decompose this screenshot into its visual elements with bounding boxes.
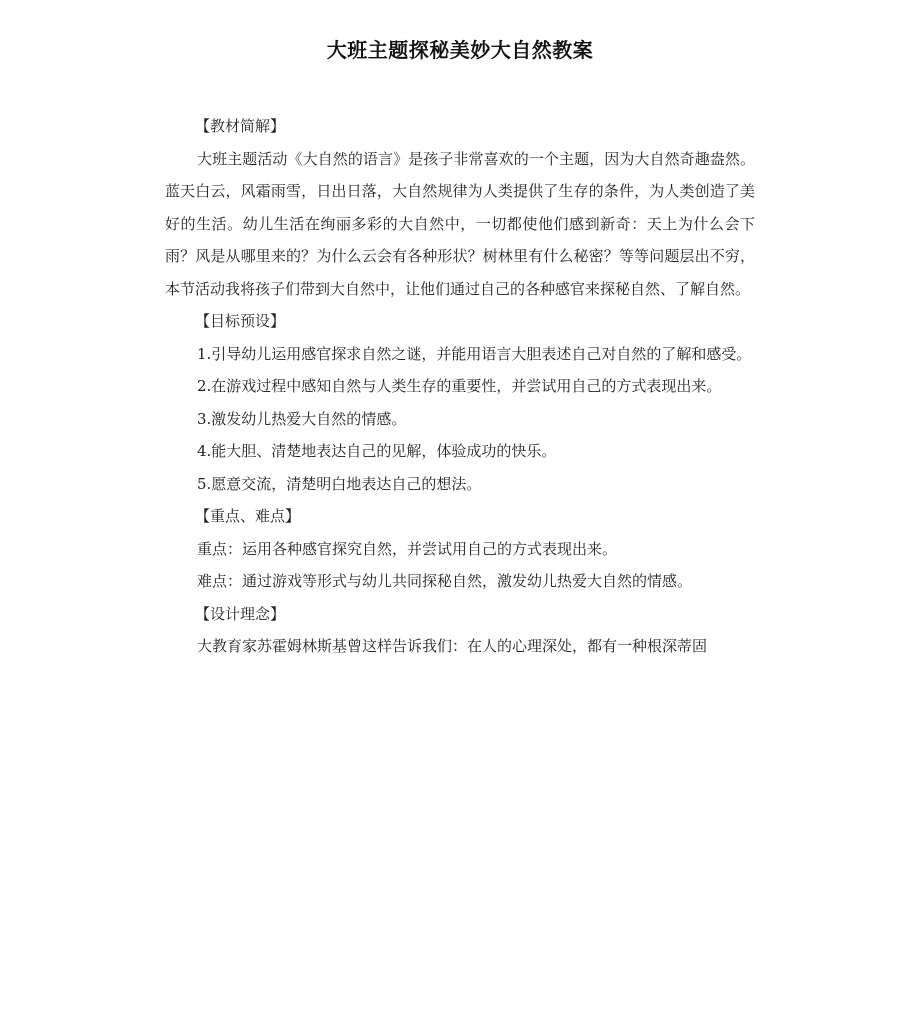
- goal-item-4: 4.能大胆、清楚地表达自己的见解，体验成功的快乐。: [197, 442, 557, 460]
- goal-item-2: 2.在游戏过程中感知自然与人类生存的重要性，并尝试用自己的方式表现出来。: [197, 377, 722, 395]
- goal-item-3: 3.激发幼儿热爱大自然的情感。: [197, 409, 407, 428]
- section-heading-goals: 【目标预设】: [195, 312, 286, 330]
- difficult-point-paragraph: 难点：通过游戏等形式与幼儿共同探秘自然，激发幼儿热爱大自然的情感。: [197, 572, 693, 590]
- goal-item-1: 1.引导幼儿运用感官探求自然之谜，并能用语言大胆表述自己对自然的了解和感受。: [197, 344, 752, 363]
- document-body: [165, 110, 755, 663]
- goal-item-5: 5.愿意交流，清楚明白地表达自己的想法。: [197, 474, 482, 493]
- section-heading-intro: 【教材简解】: [195, 117, 286, 135]
- section-heading-design: 【设计理念】: [195, 604, 286, 623]
- intro-paragraph: 大班主题活动《大自然的语言》是孩子非常喜欢的一个主题，因为大自然奇趣盎然。蓝天白云，风霜雨雪，日出日落，大自然规律为人类提供了生存的条件，为人类创造了美好的生活。幼儿生活在绚丽多彩的大自然中，一切都使他们感到新奇：天上为什么会下雨？风是从哪里来的？为什么云会有各种形状？树林里有什么秘密？等等问题层出不穷，本节活动我将孩子们带到大自然中，让他们通过自己的各种感官来探秘自然、了解自然。: [165, 149, 755, 298]
- key-point-paragraph: 重点：运用各种感官探究自然，并尝试用自己的方式表现出来。: [197, 539, 618, 558]
- document-title: 大班主题探秘美妙大自然教案: [326, 38, 594, 62]
- section-heading-keypoints: 【重点、难点】: [195, 507, 301, 525]
- design-paragraph: 大教育家苏霍姆林斯基曾这样告诉我们：在人的心理深处，都有一种根深蒂固: [197, 637, 708, 655]
